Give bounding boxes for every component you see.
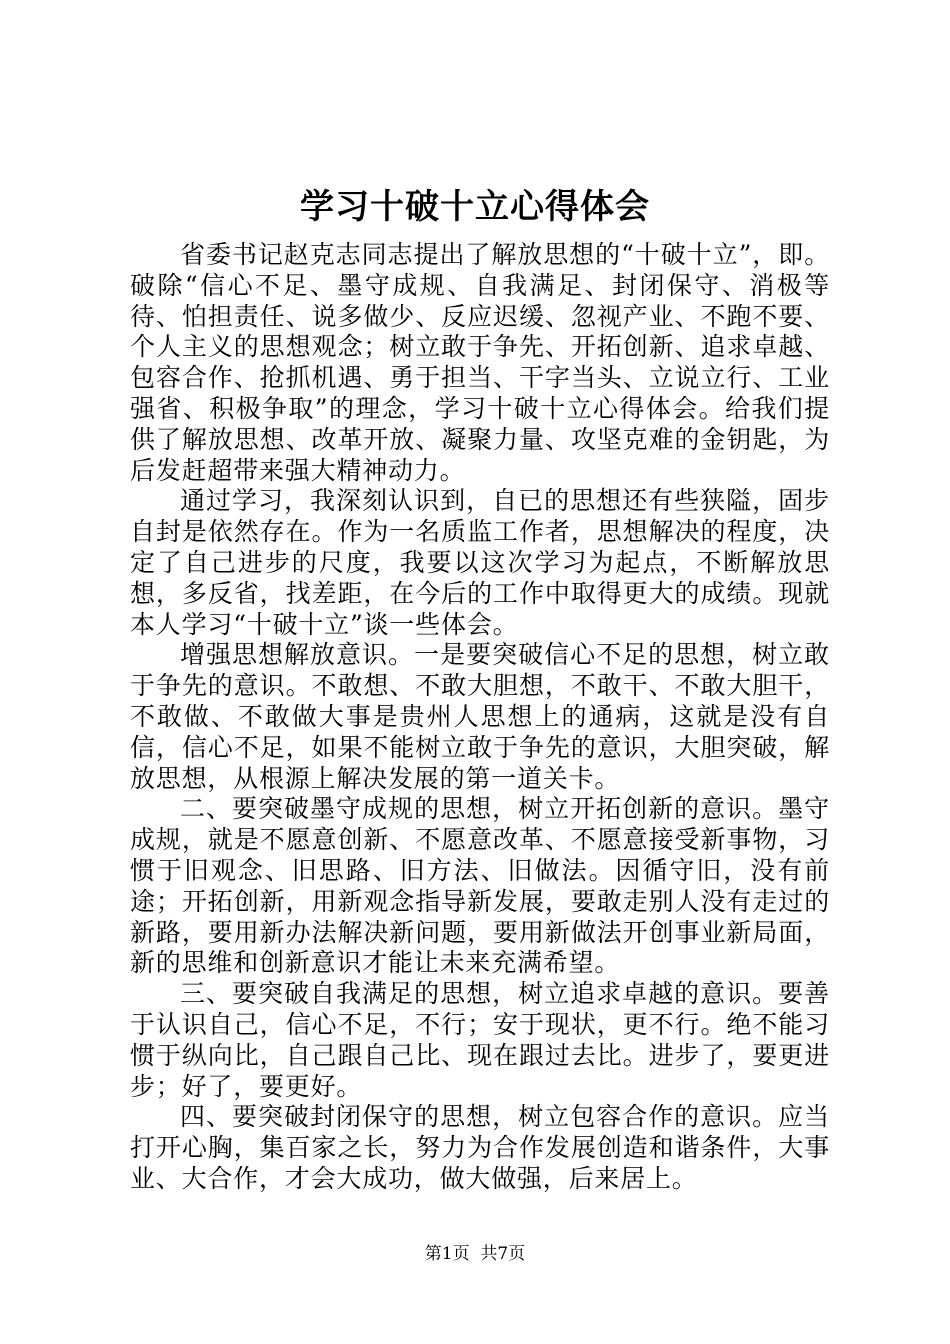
paragraph-3: 增强思想解放意识。一是要突破信心不足的思想，树立敢于争先的意识。不敢想、不敢大胆想，不敢干、不敢大胆干，不敢做、不敢做大事是贵州人思想上的通病，这就是没有自信，信心不足，如果不能树立敢于争先的意识，大胆突破，解放思想，从根源上解决发展的第一道关卡。 [130,640,830,793]
document-title: 学习十破十立心得体会 [300,187,650,227]
paragraph-4: 二、要突破墨守成规的思想，树立开拓创新的意识。墨守成规，就是不愿意创新、不愿意改革、不愿意接受新事物，习惯于旧观念、旧思路、旧方法、旧做法。因循守旧，没有前途；开拓创新，用新观念指导新发展，要敢走别人没有走过的新路，要用新办法解决新问题，要用新做法开创事业新局面，新的思维和创新意识才能让未来充满希望。 [130,794,830,978]
paragraph-2: 通过学习，我深刻认识到，自已的思想还有些狭隘，固步自封是依然存在。作为一名质监工作者，思想解决的程度，决定了自己进步的尺度，我要以这次学习为起点，不断解放思想，多反省，找差距，在今后的工作中取得更大的成绩。现就本人学习“十破十立”谈一些体会。 [130,486,830,639]
page-footer [0,1243,950,1265]
document-body [130,240,830,1195]
page-indicator: 第1页 共7页 [424,1244,526,1264]
paragraph-5: 三、要突破自我满足的思想，树立追求卓越的意识。要善于认识自己，信心不足，不行；安于现状，更不行。绝不能习惯于纵向比，自己跟自己比、现在跟过去比。进步了，要更进步；好了，要更好。 [130,979,830,1101]
paragraph-6: 四、要突破封闭保守的思想，树立包容合作的意识。应当打开心胸，集百家之长，努力为合作发展创造和谐条件，大事业、大合作，才会大成功，做大做强，后来居上。 [130,1102,830,1193]
paragraph-1: 省委书记赵克志同志提出了解放思想的“十破十立”，即。破除“信心不足、墨守成规、自我满足、封闭保守、消极等待、怕担责任、说多做少、反应迟缓、忽视产业、不跑不要、个人主义的思想观念；树立敢于争先、开拓创新、追求卓越、包容合作、抢抓机遇、勇于担当、干字当头、立说立行、工业强省、积极争取”的理念，学习十破十立心得体会。给我们提供了解放思想、改革开放、凝聚力量、攻坚克难的金钥匙，为后发赶超带来强大精神动力。 [130,240,830,485]
